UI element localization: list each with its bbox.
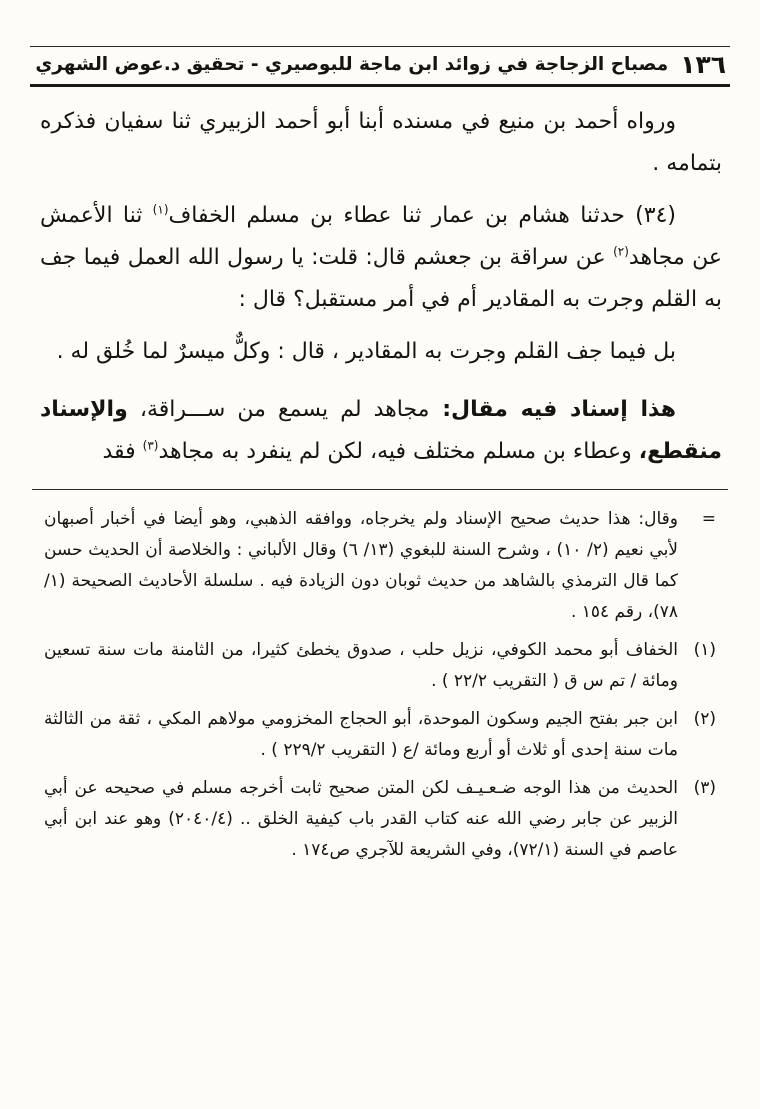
paragraph-2-hadith-34 [40,195,722,321]
bold-segment: والإسناد منقطع، [40,397,722,464]
footnote-3-marker: (٣) [693,778,716,798]
footnote-text: الخفاف أبو محمد الكوفي، نزيل حلب ، صدوق يخطئ كثيرا، من الثامنة مات سنة تسعين ومائة / تم س ق ( التقريب ٢٢/٢ ) . [44,640,678,691]
footnote-2-marker: (٢) [693,709,716,729]
footnote-ref-2: (٢) [613,244,629,259]
paragraph-4-isnad-comment [40,389,722,473]
main-text [28,87,732,473]
footnote-text: وقال: هذا حديث صحيح الإسناد ولم يخرجاه، ووافقه الذهبي، وهو أيضا في أخبار أصبهان لأبي نعيم (٢/ ١٠) ، وشرح السنة للبغوي (١٣/ ٦) وقال الألباني : والخلاصة أن الحديث حسن كما قال الترمذي بالشاهد من حديث ثوبان دون الزيادة فيه . سلسلة الأحاديث الصحيحة (١/ ٧٨)، رقم ١٥٤ . [44,509,678,622]
comment-segment: وعطاء بن مسلم مختلف فيه، لكن لم ينفرد به مجاهد [158,439,639,464]
footnote-3 [44,773,720,866]
comment-segment: مجاهد لم يسمع من ســـراقة، [127,397,430,422]
paragraph-1: ورواه أحمد بن منيع في مسنده أبنا أبو أحمد الزبيري ثنا سفيان فذكره بتمامه . [40,109,722,176]
continuation-marker: = [701,509,716,529]
hadith-text-segment: (٣٤) حدثنا هشام بن عمار ثنا عطاء بن مسلم الخفاف [168,203,676,228]
comment-segment: فقد [102,439,143,464]
footnote-ref-3: (٣) [142,438,159,453]
page-header [28,47,732,84]
hadith-text-segment: ثنا الأعمش عن مجاهد [40,203,722,270]
footnote-ref-1: (١) [152,202,169,217]
footnote-2 [44,704,720,766]
running-title: مصباح الزجاجة في زوائد ابن ماجة للبوصيري - تحقيق د.عوض الشهري [35,54,669,75]
footnote-continuation [44,504,720,628]
footnotes-section [28,490,732,866]
footnote-text: الحديث من هذا الوجه ضـعـيـف لكن المتن صحيح ثابت أخرجه مسلم في صحيحه عن أبي الزبير عن جابر رضي الله عنه كتاب القدر باب كيفية الخلق .. (٢٠٤٠/٤) وهو عند ابن أبي عاصم في السنة (٧٢/١)، وفي الشريعة للآجري ص١٧٤ . [44,778,678,860]
footnote-1-marker: (١) [693,640,716,660]
hadith-text-segment: عن سراقة بن جعشم قال: قلت: يا رسول الله العمل فيما جف به القلم وجرت به المقادير أم في أمر مستقبل؟ قال : [40,245,722,312]
footnote-1 [44,635,720,697]
bold-segment: هذا إسناد فيه مقال: [429,397,676,422]
footnote-text: ابن جبر بفتح الجيم وسكون الموحدة، أبو الحجاج المخزومي مولاهم المكي ، ثقة من الثالثة مات سنة إحدى أو ثلاث أو أربع ومائة /ع ( التقريب ٢٢٩/٢ ) . [44,709,678,760]
page-number: ١٣٦ [680,50,726,79]
paragraph-3: بل فيما جف القلم وجرت به المقادير ، قال : وكلٌّ ميسرٌ لما خُلق له . [56,339,676,364]
